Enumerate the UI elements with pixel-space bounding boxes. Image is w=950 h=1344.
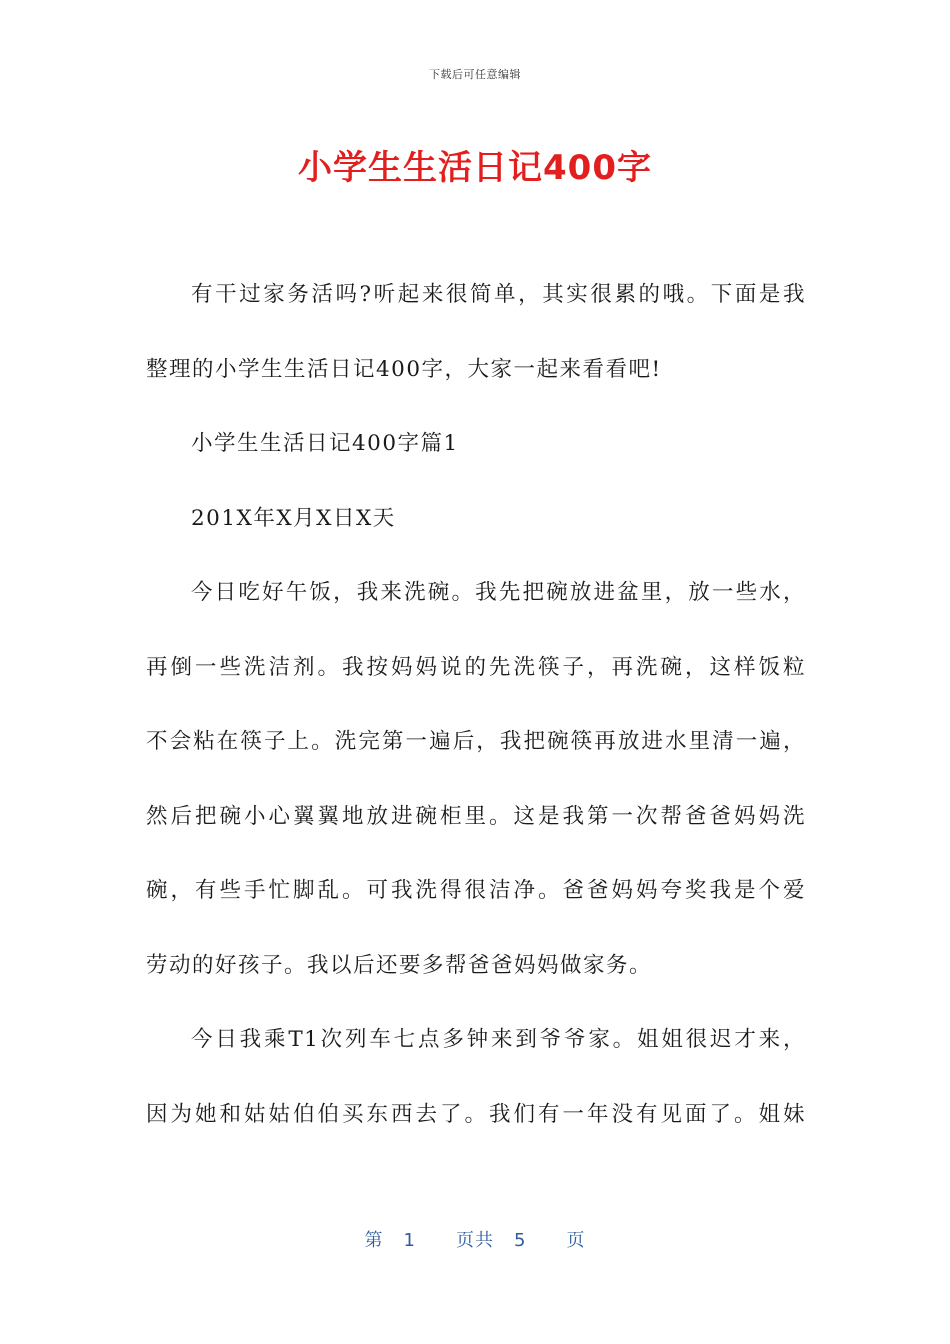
section-heading: 小学生生活日记400字篇1 <box>191 431 459 456</box>
paragraph-line: 有干过家务活吗?听起来很简单，其实很累的哦。下面是我 <box>191 282 806 307</box>
paragraph-line: 因为她和姑姑伯伯买东西去了。我们有一年没有见面了。姐妹 <box>146 1101 806 1127</box>
footer-middle: 页共 <box>456 1230 494 1251</box>
paragraph-line: 然后把碗小心翼翼地放进碗柜里。这是我第一次帮爸爸妈妈洗 <box>146 803 806 829</box>
footer-total-pages: 5 <box>514 1230 527 1251</box>
paragraph-line: 劳动的好孩子。我以后还要多帮爸爸妈妈做家务。 <box>146 952 653 978</box>
footer-prefix: 第 <box>364 1230 384 1251</box>
paragraph-line: 再倒一些洗洁剂。我按妈妈说的先洗筷子，再洗碗，这样饭粒 <box>146 654 806 680</box>
paragraph-line: 今日吃好午饭，我来洗碗。我先把碗放进盆里，放一些水， <box>191 580 806 605</box>
header-note: 下载后可任意编辑 <box>429 68 521 81</box>
paragraph-line: 今日我乘T1次列车七点多钟来到爷爷家。姐姐很迟才来， <box>191 1027 806 1052</box>
paragraph-line: 碗，有些手忙脚乱。可我洗得很洁净。爸爸妈妈夸奖我是个爱 <box>146 878 806 903</box>
document-title: 小学生生活日记400字 <box>298 148 652 188</box>
page-footer <box>0 1226 950 1252</box>
diary-date: 201X年X月X日X天 <box>191 505 396 531</box>
paragraph-line: 整理的小学生生活日记400字，大家一起来看看吧! <box>146 356 662 382</box>
document-body <box>146 270 806 1164</box>
footer-page-number: 1 <box>403 1230 416 1251</box>
paragraph-line: 不会粘在筷子上。洗完第一遍后，我把碗筷再放进水里清一遍， <box>146 729 806 754</box>
footer-suffix: 页 <box>566 1230 586 1251</box>
